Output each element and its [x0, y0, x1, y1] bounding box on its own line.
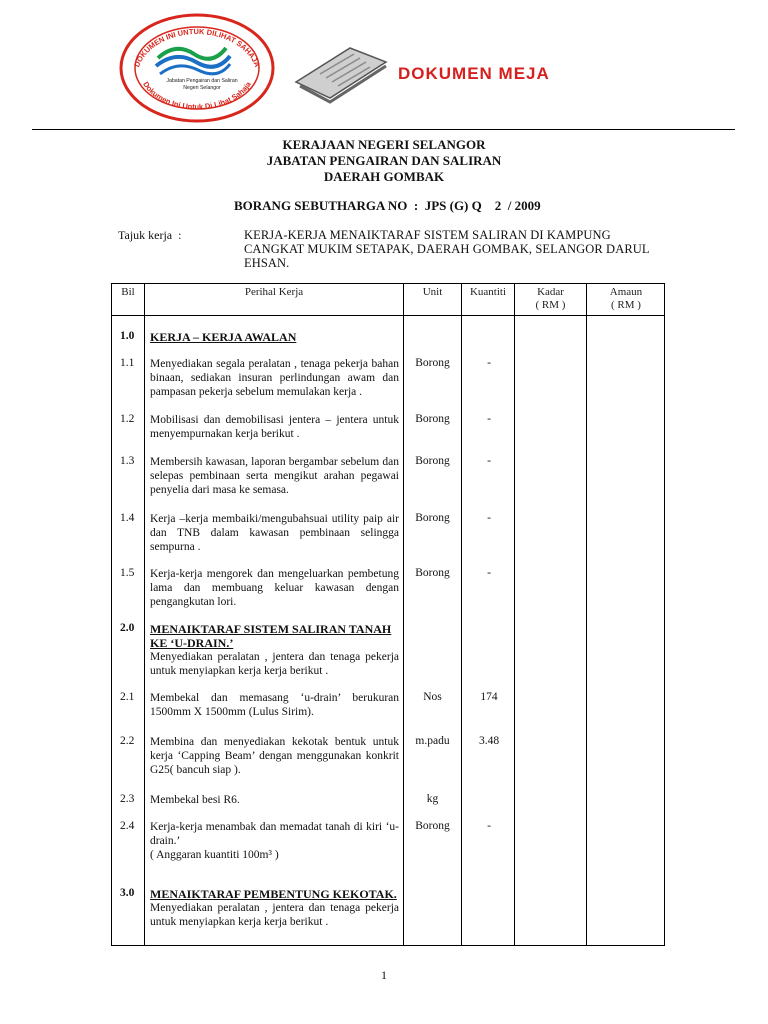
row-unit: Borong: [415, 512, 450, 524]
description-text: Kerja –kerja membaiki/mengubahsuai utility paip air dan TNB dalam kawasan pembinaan selingga sempurna .: [150, 513, 399, 553]
description-text: Mobilisasi dan demobilisasi jentera – jentera untuk menyempurnakan kerja berikut .: [150, 414, 399, 440]
description-text: Membekal besi R6.: [150, 794, 240, 806]
dokumen-meja-label: DOKUMEN MEJA: [398, 64, 550, 83]
section-title: KERJA – KERJA AWALAN: [150, 330, 297, 344]
row-description: [150, 793, 399, 807]
wave-icon: [156, 48, 230, 74]
row-bil: 1.4: [120, 512, 135, 524]
row-description: [150, 735, 399, 777]
row-description: [150, 512, 399, 554]
description-text: Membersih kawasan, laporan bergambar sebelum dan selepas pembinaan serta mengikut arahan pegawai penyelia dari masa ke semasa.: [150, 456, 399, 496]
jps-stamp-logo: [118, 12, 276, 124]
tajuk-label: Tajuk kerja :: [118, 228, 182, 242]
row-bil: 1.1: [120, 357, 135, 369]
description-text: Menyediakan segala peralatan , tenaga pekerja bahan binaan, sediakan insuran perlindungan awam dan pampasan pekerja sebelum memulakan kerja .: [150, 358, 399, 398]
title-line-2: JABATAN PENGAIRAN DAN SALIRAN: [266, 153, 502, 168]
col-divider: [586, 284, 587, 945]
row-description: [150, 357, 399, 399]
borang-number: BORANG SEBUTHARGA NO : JPS (G) Q 2 / 2009: [234, 198, 541, 213]
title-line-3: DAERAH GOMBAK: [323, 169, 445, 184]
header-divider: [32, 129, 735, 130]
header-kuantiti: Kuantiti: [469, 286, 507, 298]
description-text: Kerja-kerja mengorek dan mengeluarkan pembetung lama dan membuang keluar kawasan dengan pengangkutan lori.: [150, 568, 399, 608]
header-amaun-label: Amaun: [609, 286, 643, 298]
row-unit: Nos: [423, 691, 442, 703]
row-bil: 2.2: [120, 735, 135, 747]
row-quantity: 3.48: [478, 735, 500, 747]
quotation-table: [111, 283, 665, 946]
row-unit: Borong: [415, 820, 450, 832]
description-text: Membekal dan memasang ‘u-drain’ berukuran 1500mm X 1500mm (Lulus Sirim).: [150, 692, 399, 718]
description-text: Menyediakan peralatan , jentera dan tenaga pekerja untuk menyiapkan kerja kerja berikut .: [150, 902, 399, 928]
row-unit: Borong: [415, 357, 450, 369]
col-divider: [144, 284, 145, 945]
section-title: MENAIKTARAF SISTEM SALIRAN TANAH KE ‘U-DRAIN.’: [150, 622, 392, 650]
header-row-divider: [112, 315, 664, 316]
row-unit: Borong: [415, 567, 450, 579]
row-bil: 2.1: [120, 691, 135, 703]
header-unit: Unit: [422, 286, 443, 298]
row-quantity: -: [487, 512, 491, 524]
row-quantity: -: [487, 567, 491, 579]
section-block: [150, 887, 399, 929]
row-bil: 3.0: [120, 887, 135, 899]
section-block: [150, 330, 399, 344]
row-quantity: -: [487, 820, 491, 832]
row-description: [150, 691, 399, 719]
title-line-1: KERAJAAN NEGERI SELANGOR: [282, 137, 486, 152]
row-unit: Borong: [415, 413, 450, 425]
header-bil: Bil: [121, 286, 135, 298]
tajuk-text: KERJA-KERJA MENAIKTARAF SISTEM SALIRAN DI KAMPUNG CANGKAT MUKIM SETAPAK, DAERAH GOMBAK, SELANGOR DARUL EHSAN.: [244, 228, 650, 270]
header-perihal: Perihal Kerja: [244, 286, 304, 298]
row-description: [150, 567, 399, 609]
row-bil: 1.3: [120, 455, 135, 467]
header-kadar-label: Kadar: [537, 286, 564, 298]
col-divider: [461, 284, 462, 945]
header-amaun: [587, 286, 665, 312]
header-kadar: [515, 286, 586, 312]
row-bil: 1.0: [120, 330, 135, 342]
stamp-dept-line1: Jabatan Pengairan dan Saliran: [166, 78, 238, 84]
col-divider: [403, 284, 404, 945]
section-title: MENAIKTARAF PEMBENTUNG KEKOTAK.: [150, 887, 397, 901]
header-amaun-unit: ( RM ): [611, 299, 641, 311]
description-text: Membina dan menyediakan kekotak bentuk untuk kerja ‘Capping Beam’ dengan menggunakan konkrit G25( bancuh siap ).: [150, 736, 399, 776]
description-text: Menyediakan peralatan , jentera dan tenaga pekerja untuk menyiapkan kerja kerja berikut .: [150, 651, 399, 677]
row-quantity: -: [487, 455, 491, 467]
row-bil: 1.5: [120, 567, 135, 579]
row-quantity: -: [487, 413, 491, 425]
row-unit: Borong: [415, 455, 450, 467]
stamp-top-text: DOKUMEN INI UNTUK DILIHAT SAHAJA: [132, 26, 262, 69]
row-quantity: -: [487, 357, 491, 369]
stamp-dept-line2: Negeri Selangor: [183, 85, 221, 91]
description-text: Kerja-kerja menambak dan memadat tanah di kiri ‘u-drain.’ ( Anggaran kuantiti 100m³ ): [150, 821, 399, 861]
document-paper-icon: [290, 42, 390, 104]
row-bil: 2.3: [120, 793, 135, 805]
row-description: [150, 820, 399, 862]
row-description: [150, 413, 399, 441]
row-description: [150, 455, 399, 497]
row-bil: 2.0: [120, 622, 135, 634]
header-kadar-unit: ( RM ): [535, 299, 566, 311]
row-unit: m.padu: [415, 735, 450, 747]
col-divider: [514, 284, 515, 945]
stamp-bottom-text: Dokumen Ini Untuk Di Lihat Sahaja: [141, 79, 253, 112]
page-number: 1: [381, 968, 387, 982]
section-block: [150, 622, 399, 678]
row-bil: 1.2: [120, 413, 135, 425]
row-quantity: 174: [480, 691, 498, 703]
row-bil: 2.4: [120, 820, 135, 832]
row-unit: kg: [426, 793, 439, 805]
